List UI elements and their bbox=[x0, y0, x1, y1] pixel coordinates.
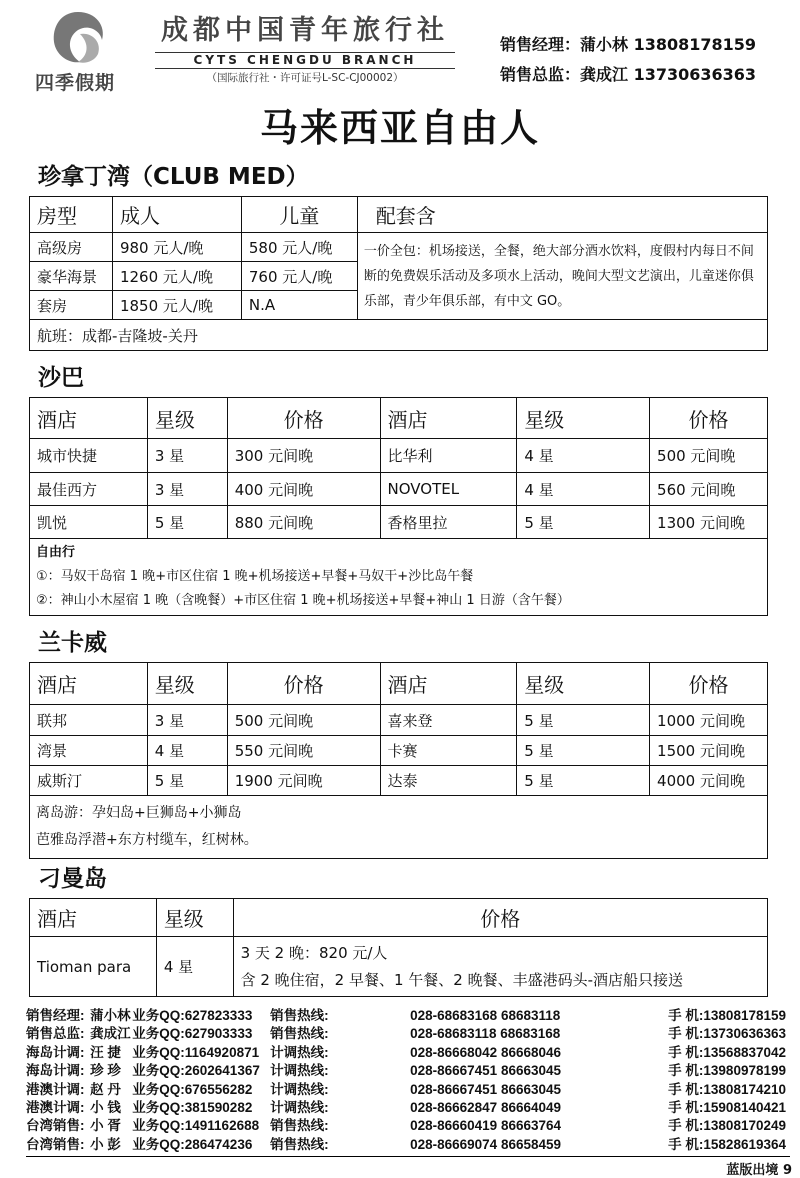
hotline-number: 028-86662847 86664049 bbox=[410, 1099, 562, 1115]
price: 500 元间晚 bbox=[227, 705, 380, 736]
staff-role: 台湾销售: bbox=[26, 1136, 85, 1152]
price: 1000 元间晚 bbox=[650, 705, 768, 736]
hotline-label: 销售热线: bbox=[270, 1008, 329, 1023]
notes-row bbox=[30, 796, 768, 859]
mobile-number: 13980978199 bbox=[703, 1063, 786, 1079]
hotline-number: 028-86668042 86668046 bbox=[410, 1044, 562, 1060]
staff-qq: 业务QQ:381590282 bbox=[132, 1099, 253, 1115]
list-item bbox=[26, 1081, 786, 1099]
table-header-row bbox=[30, 899, 768, 937]
mobile-label: 手 机: bbox=[668, 1099, 704, 1115]
contact-value: 蒲小林 13808178159 bbox=[580, 35, 757, 54]
section-title-clubmed: 珍拿丁湾（CLUB MED） bbox=[38, 164, 309, 190]
staff-name: 小 钱 bbox=[90, 1099, 121, 1115]
list-item bbox=[26, 1136, 786, 1154]
note-line: 离岛游：孕妇岛+巨狮岛+小狮岛 bbox=[36, 805, 242, 821]
table-row bbox=[30, 320, 768, 351]
staff-role: 港澳计调: bbox=[26, 1081, 85, 1097]
sabah-notes bbox=[30, 539, 768, 616]
child-price: 760 元人/晚 bbox=[241, 262, 357, 291]
package-description: 一价全包：机场接送，全餐，绝大部分酒水饮料，度假村内每日不间断的免费娱乐活动及多项水上活动，晚间大型文艺演出，儿童迷你俱乐部，青少年俱乐部，有中文 GO。 bbox=[357, 233, 767, 320]
child-price: 580 元人/晚 bbox=[241, 233, 357, 262]
page-number: 9 bbox=[782, 1163, 792, 1178]
staff-qq: 业务QQ:2602641367 bbox=[132, 1063, 260, 1079]
list-item bbox=[26, 1099, 786, 1117]
tioman-table bbox=[29, 898, 768, 997]
star-rating: 5 星 bbox=[517, 766, 650, 796]
hotline-label: 销售热线: bbox=[270, 1118, 329, 1134]
hotel-name: 联邦 bbox=[30, 705, 148, 736]
table-row bbox=[30, 705, 768, 736]
hotel-name: 城市快捷 bbox=[30, 439, 148, 473]
price: 500 元间晚 bbox=[650, 439, 768, 473]
staff-qq: 业务QQ:627903333 bbox=[132, 1026, 253, 1042]
mobile-label: 手 机: bbox=[668, 1118, 704, 1134]
price: 1500 元间晚 bbox=[650, 736, 768, 766]
staff-name: 汪 捷 bbox=[90, 1044, 121, 1060]
logo-text: 四季假期 bbox=[34, 72, 115, 94]
section-title-tioman: 刁曼岛 bbox=[38, 866, 107, 892]
adult-price: 1260 元人/晚 bbox=[112, 262, 241, 291]
table-header-row bbox=[30, 663, 768, 705]
header-cell: 价格 bbox=[233, 899, 767, 937]
mobile-label: 手 机: bbox=[668, 1026, 704, 1042]
list-item bbox=[26, 1044, 786, 1062]
list-item bbox=[26, 1025, 786, 1043]
mobile-number: 13808178159 bbox=[703, 1008, 786, 1023]
staff-name: 蒲小林 bbox=[90, 1008, 131, 1023]
star-rating: 3 星 bbox=[147, 705, 227, 736]
hotline-number: 028-68683118 68683168 bbox=[410, 1026, 561, 1042]
room-type: 高级房 bbox=[30, 233, 113, 262]
license-number: （国际旅行社・许可证号L-SC-CJ00002） bbox=[206, 72, 404, 84]
header-cell: 酒店 bbox=[380, 663, 517, 705]
sabah-table bbox=[29, 397, 768, 616]
staff-name: 赵 丹 bbox=[90, 1081, 121, 1097]
room-type: 套房 bbox=[30, 291, 113, 320]
section-title-sabah: 沙巴 bbox=[38, 365, 84, 391]
star-rating: 5 星 bbox=[517, 506, 650, 539]
hotline-number: 028-86667451 86663045 bbox=[410, 1063, 562, 1079]
mobile-number: 15828619364 bbox=[703, 1136, 786, 1152]
note-line: ①：马奴干岛宿 1 晚+市区住宿 1 晚+机场接送+早餐+马奴干+沙比岛午餐 bbox=[36, 569, 474, 584]
footer-divider bbox=[26, 1156, 790, 1157]
staff-name: 小 胥 bbox=[90, 1118, 121, 1134]
price: 400 元间晚 bbox=[227, 473, 380, 506]
table-row bbox=[30, 766, 768, 796]
contact-label: 销售总监： bbox=[500, 65, 581, 84]
table-row bbox=[30, 473, 768, 506]
hotel-name: 比华利 bbox=[380, 439, 517, 473]
adult-price: 1850 元人/晚 bbox=[112, 291, 241, 320]
hotline-label: 销售热线: bbox=[270, 1136, 329, 1152]
price: 550 元间晚 bbox=[227, 736, 380, 766]
hotline-number: 028-68683168 68683118 bbox=[410, 1008, 561, 1023]
header-cell: 价格 bbox=[650, 398, 768, 439]
header-cell: 酒店 bbox=[30, 899, 157, 937]
star-rating: 5 星 bbox=[147, 766, 227, 796]
header-cell: 价格 bbox=[227, 663, 380, 705]
list-item bbox=[26, 1007, 786, 1025]
list-item bbox=[26, 1117, 786, 1135]
page-title: 马来西亚自由人 bbox=[259, 106, 540, 150]
staff-contact-list bbox=[26, 1007, 786, 1154]
langkawi-notes bbox=[30, 796, 768, 859]
star-rating: 3 星 bbox=[147, 439, 227, 473]
table-row bbox=[30, 439, 768, 473]
header-cell: 星级 bbox=[517, 663, 650, 705]
staff-role: 销售总监: bbox=[26, 1026, 85, 1042]
header-cell: 酒店 bbox=[380, 398, 517, 439]
price: 560 元间晚 bbox=[650, 473, 768, 506]
star-rating: 4 星 bbox=[517, 439, 650, 473]
star-rating: 4 星 bbox=[156, 937, 233, 997]
price-line: 3 天 2 晚：820 元/人 bbox=[240, 943, 388, 962]
brand-name-en: CYTS CHENGDU BRANCH bbox=[155, 52, 455, 69]
hotline-number: 028-86669074 86658459 bbox=[410, 1136, 562, 1152]
mobile-label: 手 机: bbox=[668, 1044, 704, 1060]
star-rating: 4 星 bbox=[147, 736, 227, 766]
page-header bbox=[0, 0, 800, 98]
price: 300 元间晚 bbox=[227, 439, 380, 473]
price-inclusions: 含 2 晚住宿，2 早餐、1 午餐、2 晚餐、丰盛港码头-酒店船只接送 bbox=[240, 970, 684, 989]
mobile-number: 13808170249 bbox=[703, 1118, 786, 1134]
staff-qq: 业务QQ:676556282 bbox=[132, 1081, 253, 1097]
staff-name: 珍 珍 bbox=[90, 1063, 121, 1079]
hotel-name: Tioman para bbox=[30, 937, 157, 997]
hotline-label: 计调热线: bbox=[270, 1044, 329, 1060]
star-rating: 4 星 bbox=[517, 473, 650, 506]
langkawi-table bbox=[29, 662, 768, 859]
header-cell: 儿童 bbox=[241, 197, 357, 233]
table-header-row bbox=[30, 197, 768, 233]
child-price: N.A bbox=[241, 291, 357, 320]
brand-block bbox=[140, 14, 470, 86]
hotline-number: 028-86667451 86663045 bbox=[410, 1081, 562, 1097]
clubmed-table bbox=[29, 196, 768, 351]
staff-qq: 业务QQ:627823333 bbox=[132, 1008, 253, 1023]
header-cell: 价格 bbox=[227, 398, 380, 439]
table-row bbox=[30, 233, 768, 262]
hotline-label: 销售热线: bbox=[270, 1026, 329, 1042]
header-cell: 酒店 bbox=[30, 663, 148, 705]
note-line: ②：神山小木屋宿 1 晚（含晚餐）+市区住宿 1 晚+机场接送+早餐+神山 1 日游（含午餐） bbox=[36, 593, 570, 608]
header-cell: 配套含 bbox=[357, 197, 767, 233]
staff-name: 龚成江 bbox=[90, 1026, 131, 1042]
room-type: 豪华海景 bbox=[30, 262, 113, 291]
header-cell: 星级 bbox=[517, 398, 650, 439]
staff-qq: 业务QQ:1164920871 bbox=[132, 1044, 260, 1060]
star-rating: 5 星 bbox=[147, 506, 227, 539]
hotline-label: 计调热线: bbox=[270, 1081, 329, 1097]
hotel-name: 湾景 bbox=[30, 736, 148, 766]
mobile-label: 手 机: bbox=[668, 1063, 704, 1079]
contact-sales-director bbox=[500, 60, 756, 90]
hotline-number: 028-86660419 86663764 bbox=[410, 1118, 562, 1134]
star-rating: 3 星 bbox=[147, 473, 227, 506]
header-cell: 房型 bbox=[30, 197, 113, 233]
hotel-name: 威斯汀 bbox=[30, 766, 148, 796]
staff-role: 海岛计调: bbox=[26, 1063, 85, 1079]
star-rating: 5 星 bbox=[517, 705, 650, 736]
hotel-name: 香格里拉 bbox=[380, 506, 517, 539]
staff-name: 小 彭 bbox=[90, 1136, 121, 1152]
table-header-row bbox=[30, 398, 768, 439]
header-cell: 星级 bbox=[147, 398, 227, 439]
flight-info: 航班：成都-吉隆坡-关丹 bbox=[30, 320, 768, 351]
staff-qq: 业务QQ:286474236 bbox=[132, 1136, 253, 1152]
contact-sales-manager bbox=[500, 30, 756, 60]
mobile-number: 13568837042 bbox=[703, 1044, 786, 1060]
company-logo bbox=[20, 8, 130, 94]
hotline-label: 计调热线: bbox=[270, 1099, 329, 1115]
staff-role: 港澳计调: bbox=[26, 1099, 85, 1115]
note-heading: 自由行 bbox=[36, 545, 76, 560]
mobile-label: 手 机: bbox=[668, 1008, 704, 1023]
footer-label: 蓝版出境 bbox=[726, 1163, 779, 1178]
hotel-name: 达泰 bbox=[380, 766, 517, 796]
hotel-name: 喜来登 bbox=[380, 705, 517, 736]
mobile-number: 15908140421 bbox=[703, 1099, 786, 1115]
logo-leaf-icon bbox=[48, 8, 108, 66]
staff-role: 台湾销售: bbox=[26, 1118, 85, 1134]
table-row bbox=[30, 736, 768, 766]
contact-value: 龚成江 13730636363 bbox=[580, 65, 757, 84]
mobile-label: 手 机: bbox=[668, 1136, 704, 1152]
contact-label: 销售经理： bbox=[500, 35, 581, 54]
table-row bbox=[30, 506, 768, 539]
brand-name-cn: 成都中国青年旅行社 bbox=[161, 15, 449, 46]
mobile-number: 13730636363 bbox=[703, 1026, 786, 1042]
mobile-label: 手 机: bbox=[668, 1081, 704, 1097]
hotline-label: 计调热线: bbox=[270, 1063, 329, 1079]
page-footer bbox=[726, 1159, 792, 1178]
price: 880 元间晚 bbox=[227, 506, 380, 539]
staff-role: 销售经理: bbox=[26, 1008, 85, 1023]
header-cell: 星级 bbox=[156, 899, 233, 937]
header-cell: 酒店 bbox=[30, 398, 148, 439]
price: 1900 元间晚 bbox=[227, 766, 380, 796]
hotel-name: 卡赛 bbox=[380, 736, 517, 766]
price-cell bbox=[233, 937, 767, 997]
list-item bbox=[26, 1062, 786, 1080]
adult-price: 980 元人/晚 bbox=[112, 233, 241, 262]
header-contacts bbox=[500, 30, 756, 90]
star-rating: 5 星 bbox=[517, 736, 650, 766]
hotel-name: NOVOTEL bbox=[380, 473, 517, 506]
notes-row bbox=[30, 539, 768, 616]
hotel-name: 凯悦 bbox=[30, 506, 148, 539]
price: 1300 元间晚 bbox=[650, 506, 768, 539]
section-title-langkawi: 兰卡威 bbox=[38, 630, 107, 656]
note-line: 芭雅岛浮潜+东方村缆车，红树林。 bbox=[36, 832, 258, 848]
header-cell: 星级 bbox=[147, 663, 227, 705]
header-cell: 价格 bbox=[650, 663, 768, 705]
header-cell: 成人 bbox=[112, 197, 241, 233]
staff-role: 海岛计调: bbox=[26, 1044, 85, 1060]
price: 4000 元间晚 bbox=[650, 766, 768, 796]
table-row bbox=[30, 937, 768, 997]
mobile-number: 13808174210 bbox=[703, 1081, 786, 1097]
staff-qq: 业务QQ:1491162688 bbox=[132, 1118, 260, 1134]
hotel-name: 最佳西方 bbox=[30, 473, 148, 506]
